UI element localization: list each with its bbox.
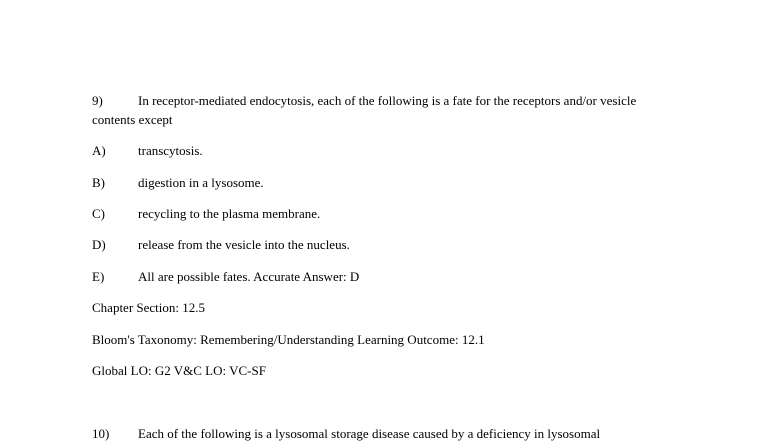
- option-letter: C): [92, 206, 105, 221]
- question-10-stem-line-1: [92, 426, 600, 442]
- option-text: transcytosis.: [138, 143, 203, 158]
- question-text: In receptor-mediated endocytosis, each of the following is a fate for the receptors and/or vesicle: [138, 93, 637, 108]
- option-letter: A): [92, 143, 106, 158]
- option-b: [92, 175, 264, 191]
- option-a: [92, 143, 203, 159]
- chapter-section: Chapter Section: 12.5: [92, 300, 206, 315]
- option-letter: D): [92, 237, 106, 252]
- question-9-stem-line-1: [92, 93, 636, 109]
- global-lo: Global LO: G2 V&C LO: VC-SF: [92, 363, 266, 378]
- question-number: 10): [92, 426, 110, 441]
- option-d: [92, 237, 350, 253]
- option-c: [92, 206, 320, 222]
- option-text: All are possible fates. Accurate Answer: D: [138, 269, 360, 284]
- question-number: 9): [92, 93, 103, 108]
- option-letter: E): [92, 269, 105, 284]
- option-e: [92, 269, 359, 285]
- blooms-taxonomy: Bloom's Taxonomy: Remembering/Understanding Learning Outcome: 12.1: [92, 332, 485, 347]
- question-text: Each of the following is a lysosomal storage disease caused by a deficiency in lysosomal: [138, 426, 601, 441]
- option-text: release from the vesicle into the nucleus.: [138, 237, 350, 252]
- option-letter: B): [92, 175, 105, 190]
- option-text: recycling to the plasma membrane.: [138, 206, 321, 221]
- question-9-stem-line-2: [92, 112, 173, 128]
- question-text-continued: contents except: [92, 112, 173, 127]
- option-text: digestion in a lysosome.: [138, 175, 264, 190]
